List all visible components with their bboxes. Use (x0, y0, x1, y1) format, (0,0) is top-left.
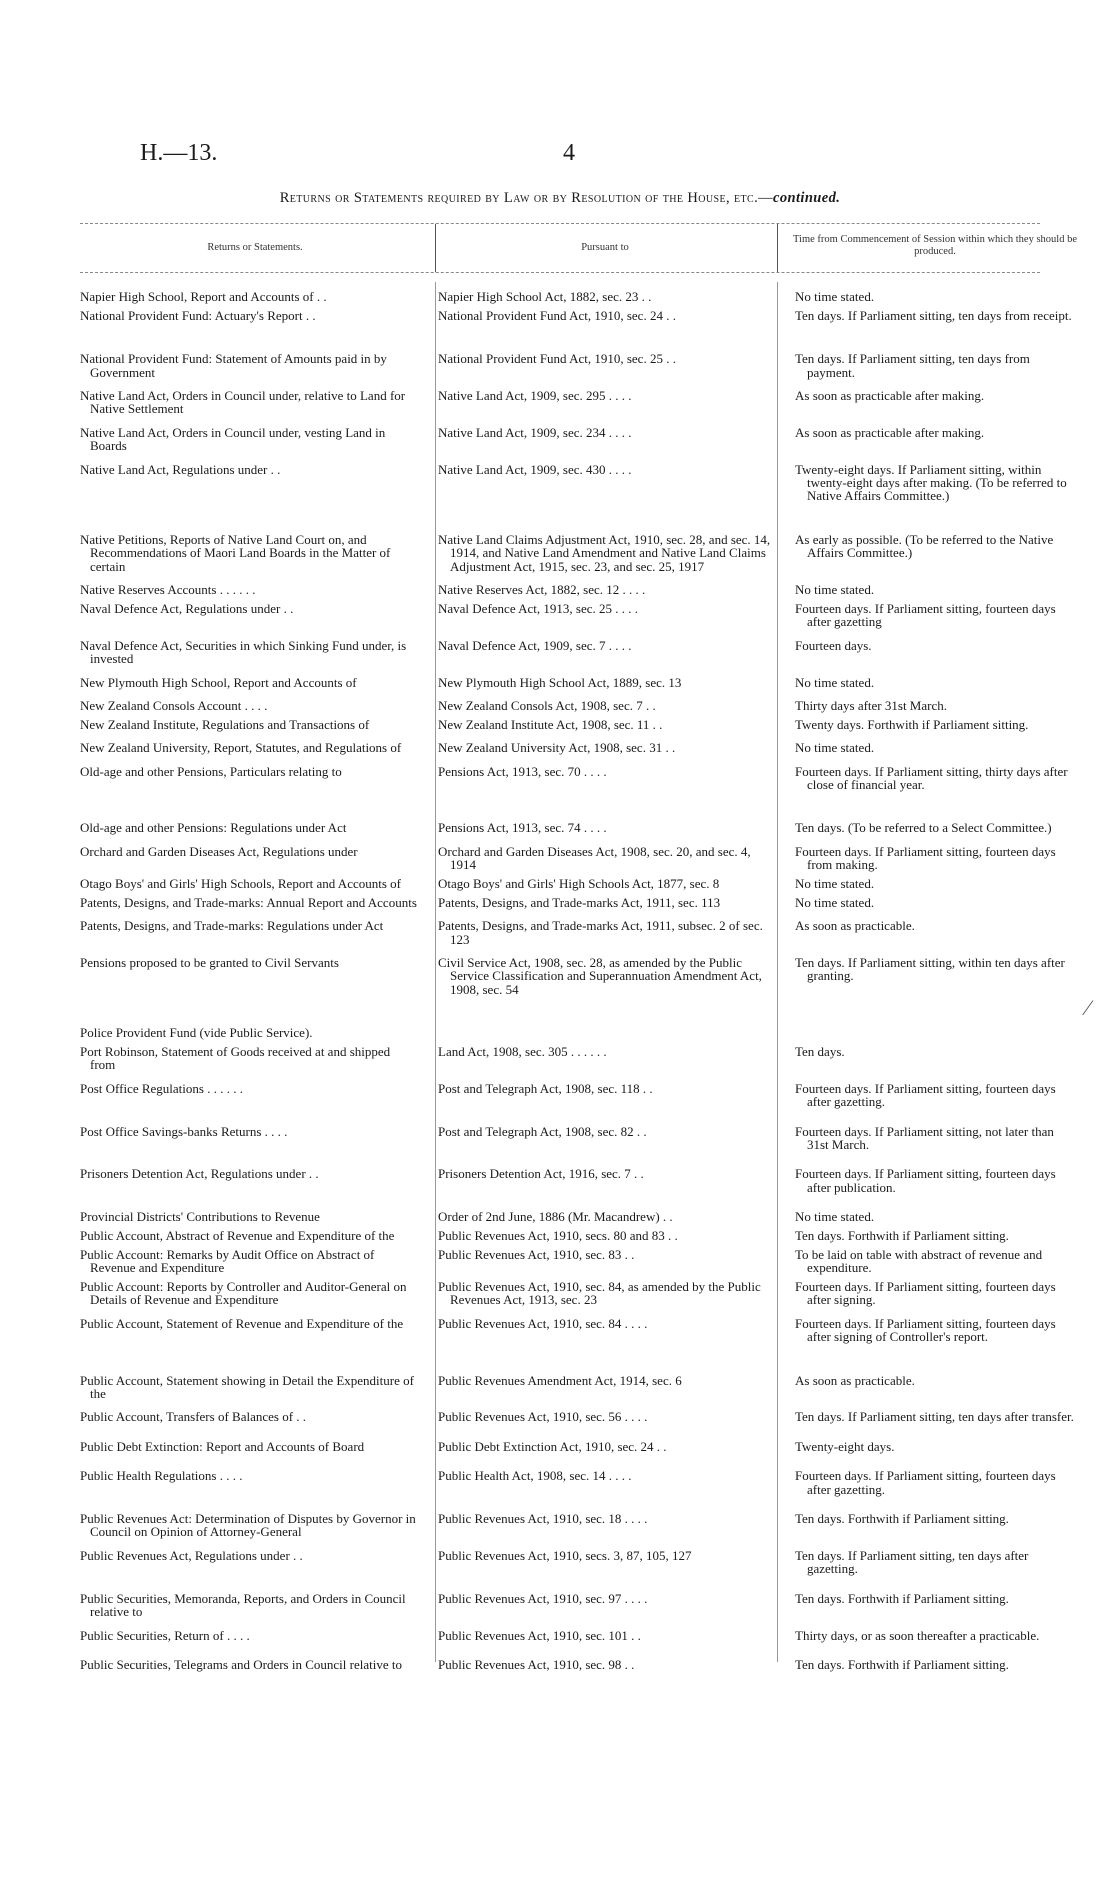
pursuant-cell (438, 1026, 778, 1039)
pursuant-cell: New Zealand Institute Act, 1908, sec. 11 . . (438, 716, 663, 732)
return-cell: Patents, Designs, and Trade-marks: Annual Report and Accounts (80, 894, 417, 910)
time-cell: Ten days. (795, 1043, 845, 1059)
time-cell: Ten days. (To be referred to a Select Committee.) (795, 820, 1052, 836)
time-cell: No time stated. (795, 1209, 875, 1225)
returns-table (80, 290, 1080, 1677)
return-cell: Public Account, Transfers of Balances of . . (80, 1409, 307, 1425)
return-cell: Prisoners Detention Act, Regulations under . . (80, 1166, 319, 1182)
table-row (80, 1248, 1080, 1275)
table-row (80, 877, 1080, 890)
table-row (80, 1167, 1080, 1194)
time-cell: Fourteen days. If Parliament sitting, fourteen days after publication. (795, 1166, 1056, 1195)
table-row (80, 1592, 1080, 1619)
return-cell: Naval Defence Act, Securities in which Sinking Fund under, is invested (80, 637, 407, 667)
pursuant-cell: Public Health Act, 1908, sec. 14 . . . . (438, 1468, 632, 1484)
time-cell: Fourteen days. (795, 637, 872, 653)
return-cell: Old-age and other Pensions, Particulars relating to (80, 763, 342, 779)
column-header-returns: Returns or Statements. (207, 242, 303, 253)
return-cell: Napier High School, Report and Accounts of . . (80, 289, 327, 304)
pursuant-cell: Land Act, 1908, sec. 305 . . . . . . (438, 1043, 607, 1059)
time-cell: No time stated. (795, 740, 875, 756)
return-cell: Pensions proposed to be granted to Civil Servants (80, 954, 339, 970)
pursuant-cell: Napier High School Act, 1882, sec. 23 . . (438, 289, 652, 304)
time-cell: Twenty days. Forthwith if Parliament sitting. (795, 716, 1029, 732)
return-cell: Native Reserves Accounts . . . . . . (80, 582, 256, 598)
pursuant-cell: Public Revenues Act, 1910, sec. 101 . . (438, 1627, 641, 1643)
header-rule-bottom (80, 272, 1040, 273)
time-cell: As early as possible. (To be referred to the Native Affairs Committee.) (795, 531, 1054, 561)
table-row (80, 1045, 1080, 1072)
time-cell: Ten days. Forthwith if Parliament sitting. (795, 1590, 1009, 1606)
header-rule-top (80, 223, 1040, 224)
table-row (80, 1410, 1080, 1423)
table-row (80, 426, 1080, 453)
pursuant-cell: Naval Defence Act, 1913, sec. 25 . . . . (438, 600, 638, 616)
time-cell: As soon as practicable. (795, 1372, 915, 1388)
return-cell: Public Revenues Act, Regulations under . . (80, 1547, 303, 1563)
return-cell: Port Robinson, Statement of Goods received at and shipped from (80, 1043, 391, 1073)
table-row (80, 718, 1080, 731)
pursuant-cell: Pensions Act, 1913, sec. 70 . . . . (438, 763, 607, 779)
time-cell: Ten days. If Parliament sitting, ten days from payment. (795, 351, 1030, 380)
table-row (80, 1629, 1080, 1642)
table-row (80, 463, 1080, 503)
table-row (80, 699, 1080, 712)
time-cell: Ten days. Forthwith if Parliament sitting. (795, 1656, 1009, 1672)
table-row (80, 389, 1080, 416)
title-main: Returns or Statements required by Law or by Resolution of the House, etc.— (279, 190, 774, 206)
table-row (80, 741, 1080, 754)
time-cell: Ten days. Forthwith if Parliament sitting. (795, 1511, 1009, 1527)
return-cell: Post Office Regulations . . . . . . (80, 1080, 243, 1096)
table-row (80, 352, 1080, 379)
time-cell: Thirty days after 31st March. (795, 697, 947, 713)
pursuant-cell: Public Revenues Act, 1910, sec. 84, as amended by the Public Revenues Act, 1913, sec. 23 (438, 1279, 761, 1308)
return-cell: Old-age and other Pensions: Regulations under Act (80, 820, 347, 836)
return-cell: Police Provident Fund (vide Public Service). (80, 1025, 313, 1041)
pursuant-cell: National Provident Fund Act, 1910, sec. 25 . . (438, 351, 676, 367)
time-cell: Ten days. Forthwith if Parliament sitting. (795, 1228, 1009, 1244)
time-cell: No time stated. (795, 894, 875, 910)
pursuant-cell: Public Revenues Act, 1910, sec. 84 . . . . (438, 1315, 648, 1331)
table-row (80, 309, 1080, 322)
pursuant-cell: Prisoners Detention Act, 1916, sec. 7 . . (438, 1166, 644, 1182)
time-cell: Ten days. If Parliament sitting, ten days from receipt. (795, 307, 1072, 323)
time-cell: Fourteen days. If Parliament sitting, fourteen days after signing of Controller's report. (795, 1315, 1056, 1345)
margin-mark: ⁄ (1086, 995, 1090, 1020)
return-cell: Public Account: Remarks by Audit Office on Abstract of Revenue and Expenditure (80, 1246, 375, 1276)
return-cell: New Zealand University, Report, Statutes, and Regulations of (80, 740, 402, 756)
table-row (80, 639, 1080, 666)
document-code: H.—13. (140, 140, 218, 166)
return-cell: Naval Defence Act, Regulations under . . (80, 600, 294, 616)
table-row (80, 1549, 1080, 1576)
return-cell: Public Account, Statement showing in Detail the Expenditure of the (80, 1372, 414, 1402)
time-cell: To be laid on table with abstract of revenue and expenditure. (795, 1246, 1043, 1276)
pursuant-cell: Native Reserves Act, 1882, sec. 12 . . . . (438, 582, 646, 598)
pursuant-cell: Public Revenues Act, 1910, sec. 56 . . . . (438, 1409, 648, 1425)
table-row (80, 1440, 1080, 1453)
return-cell: Orchard and Garden Diseases Act, Regulations under (80, 843, 358, 859)
return-cell: Public Securities, Return of . . . . (80, 1627, 250, 1643)
pursuant-cell: Pensions Act, 1913, sec. 74 . . . . (438, 820, 607, 836)
table-row (80, 919, 1080, 946)
pursuant-cell: Native Land Claims Adjustment Act, 1910, sec. 28, and sec. 14, 1914, and Native Land Amendment and Native Land Claims Adjustment Act, 1915, sec. 23, and sec. 25, 1917 (438, 531, 771, 574)
document-title (80, 190, 1040, 207)
time-cell: Twenty-eight days. If Parliament sitting, within twenty-eight days after making. (To be referred to Native Affairs Committee.) (795, 461, 1067, 504)
return-cell: Public Securities, Telegrams and Orders in Council relative to (80, 1656, 402, 1672)
table-row (80, 583, 1080, 596)
time-cell: Ten days. If Parliament sitting, within ten days after granting. (795, 954, 1065, 984)
time-cell: Twenty-eight days. (795, 1438, 895, 1454)
table-row (80, 896, 1080, 909)
time-cell: As soon as practicable. (795, 918, 915, 934)
table-row (80, 765, 1080, 792)
return-cell: Public Account, Abstract of Revenue and Expenditure of the (80, 1228, 395, 1244)
return-cell: Native Land Act, Regulations under . . (80, 461, 281, 477)
pursuant-cell: Native Land Act, 1909, sec. 234 . . . . (438, 424, 632, 440)
pursuant-cell: Public Debt Extinction Act, 1910, sec. 24 . . (438, 1438, 667, 1454)
table-row (80, 845, 1080, 872)
page-number: 4 (563, 140, 575, 166)
page-header (140, 140, 1060, 174)
return-cell: Provincial Districts' Contributions to Revenue (80, 1209, 320, 1225)
table-row (80, 533, 1080, 573)
return-cell: Public Debt Extinction: Report and Accounts of Board (80, 1438, 365, 1454)
return-cell: Patents, Designs, and Trade-marks: Regulations under Act (80, 918, 384, 934)
pursuant-cell: Native Land Act, 1909, sec. 430 . . . . (438, 461, 632, 477)
time-cell: Fourteen days. If Parliament sitting, fourteen days from making. (795, 843, 1056, 873)
time-cell (795, 1026, 1077, 1039)
return-cell: Otago Boys' and Girls' High Schools, Report and Accounts of (80, 875, 401, 891)
return-cell: Public Revenues Act: Determination of Disputes by Governor in Council on Opinion of Attorney-General (80, 1511, 416, 1540)
return-cell: National Provident Fund: Actuary's Report . . (80, 307, 316, 323)
return-cell: Post Office Savings-banks Returns . . . . (80, 1123, 288, 1139)
table-row (80, 676, 1080, 689)
pursuant-cell: Public Revenues Act, 1910, sec. 98 . . (438, 1656, 635, 1672)
pursuant-cell: Order of 2nd June, 1886 (Mr. Macandrew) . . (438, 1209, 673, 1225)
time-cell: As soon as practicable after making. (795, 424, 985, 440)
pursuant-cell: Public Revenues Act, 1910, secs. 3, 87, 105, 127 (438, 1547, 692, 1563)
return-cell: New Zealand Institute, Regulations and Transactions of (80, 716, 370, 732)
time-cell: No time stated. (795, 674, 875, 690)
table-row (80, 821, 1080, 834)
time-cell: Fourteen days. If Parliament sitting, thirty days after close of financial year. (795, 763, 1068, 792)
table-row (80, 290, 1080, 303)
table-row (80, 1210, 1080, 1223)
table-row (80, 1229, 1080, 1242)
return-cell: Native Land Act, Orders in Council under, relative to Land for Native Settlement (80, 388, 406, 417)
time-cell: Thirty days, or as soon thereafter a practicable. (795, 1627, 1040, 1643)
return-cell: Native Land Act, Orders in Council under, vesting Land in Boards (80, 424, 386, 454)
return-cell: National Provident Fund: Statement of Amounts paid in by Government (80, 351, 387, 380)
time-cell: Fourteen days. If Parliament sitting, fourteen days after gazetting. (795, 1080, 1056, 1110)
time-cell: As soon as practicable after making. (795, 388, 985, 404)
pursuant-cell: Patents, Designs, and Trade-marks Act, 1911, sec. 113 (438, 894, 721, 910)
title-continued: continued. (773, 190, 841, 206)
pursuant-cell: Public Revenues Act, 1910, sec. 18 . . . . (438, 1511, 648, 1527)
column-divider (777, 224, 778, 272)
table-row (80, 1026, 1080, 1039)
table-row (80, 1374, 1080, 1401)
pursuant-cell: New Zealand Consols Act, 1908, sec. 7 . . (438, 697, 656, 713)
table-row (80, 602, 1080, 629)
time-cell: Fourteen days. If Parliament sitting, fourteen days after gazetting (795, 600, 1056, 630)
return-cell: Public Health Regulations . . . . (80, 1468, 243, 1484)
return-cell: Public Account, Statement of Revenue and Expenditure of the (80, 1315, 404, 1331)
pursuant-cell: Post and Telegraph Act, 1908, sec. 118 . . (438, 1080, 653, 1096)
pursuant-cell: New Plymouth High School Act, 1889, sec. 13 (438, 674, 682, 690)
return-cell: New Plymouth High School, Report and Accounts of (80, 674, 357, 690)
pursuant-cell: Public Revenues Act, 1910, sec. 83 . . (438, 1246, 635, 1262)
column-divider (435, 224, 436, 272)
pursuant-cell: Naval Defence Act, 1909, sec. 7 . . . . (438, 637, 632, 653)
time-cell: Fourteen days. If Parliament sitting, not later than 31st March. (795, 1123, 1054, 1152)
return-cell: Public Account: Reports by Controller and Auditor-General on Details of Revenue and Expenditure (80, 1279, 407, 1308)
pursuant-cell: Public Revenues Act, 1910, secs. 80 and 83 . . (438, 1228, 678, 1244)
return-cell: New Zealand Consols Account . . . . (80, 697, 268, 713)
time-cell: No time stated. (795, 289, 875, 304)
table-row (80, 1317, 1080, 1344)
time-cell: Fourteen days. If Parliament sitting, fourteen days after signing. (795, 1279, 1056, 1308)
pursuant-cell: Public Revenues Amendment Act, 1914, sec. 6 (438, 1372, 682, 1388)
table-row (80, 1280, 1080, 1307)
table-row (80, 1469, 1080, 1496)
time-cell: No time stated. (795, 582, 875, 598)
column-header-time: Time from Commencement of Session within which they should be produced. (793, 234, 1077, 257)
table-row (80, 1512, 1080, 1539)
pursuant-cell: Otago Boys' and Girls' High Schools Act, 1877, sec. 8 (438, 875, 720, 891)
time-cell: No time stated. (795, 875, 875, 891)
return-cell: Public Securities, Memoranda, Reports, and Orders in Council relative to (80, 1590, 406, 1620)
pursuant-cell: Civil Service Act, 1908, sec. 28, as amended by the Public Service Classification and Superannuation Amendment Act, 1908, sec. 54 (438, 954, 762, 997)
pursuant-cell: Public Revenues Act, 1910, sec. 97 . . . . (438, 1590, 648, 1606)
table-row (80, 956, 1080, 996)
return-cell: Native Petitions, Reports of Native Land Court on, and Recommendations of Maori Land Boards in the Matter of certain (80, 531, 391, 574)
pursuant-cell: National Provident Fund Act, 1910, sec. 24 . . (438, 307, 676, 323)
pursuant-cell: Native Land Act, 1909, sec. 295 . . . . (438, 388, 632, 404)
time-cell: Fourteen days. If Parliament sitting, fourteen days after gazetting. (795, 1468, 1056, 1497)
column-header-pursuant: Pursuant to (581, 242, 629, 253)
table-row (80, 1658, 1080, 1671)
table-row (80, 1125, 1080, 1152)
pursuant-cell: Patents, Designs, and Trade-marks Act, 1911, subsec. 2 of sec. 123 (438, 918, 763, 947)
pursuant-cell: New Zealand University Act, 1908, sec. 31 . . (438, 740, 676, 756)
time-cell: Ten days. If Parliament sitting, ten days after transfer. (795, 1409, 1074, 1425)
table-row (80, 1082, 1080, 1109)
time-cell: Ten days. If Parliament sitting, ten days after gazetting. (795, 1547, 1029, 1577)
pursuant-cell: Orchard and Garden Diseases Act, 1908, sec. 20, and sec. 4, 1914 (438, 843, 751, 873)
pursuant-cell: Post and Telegraph Act, 1908, sec. 82 . . (438, 1123, 647, 1139)
